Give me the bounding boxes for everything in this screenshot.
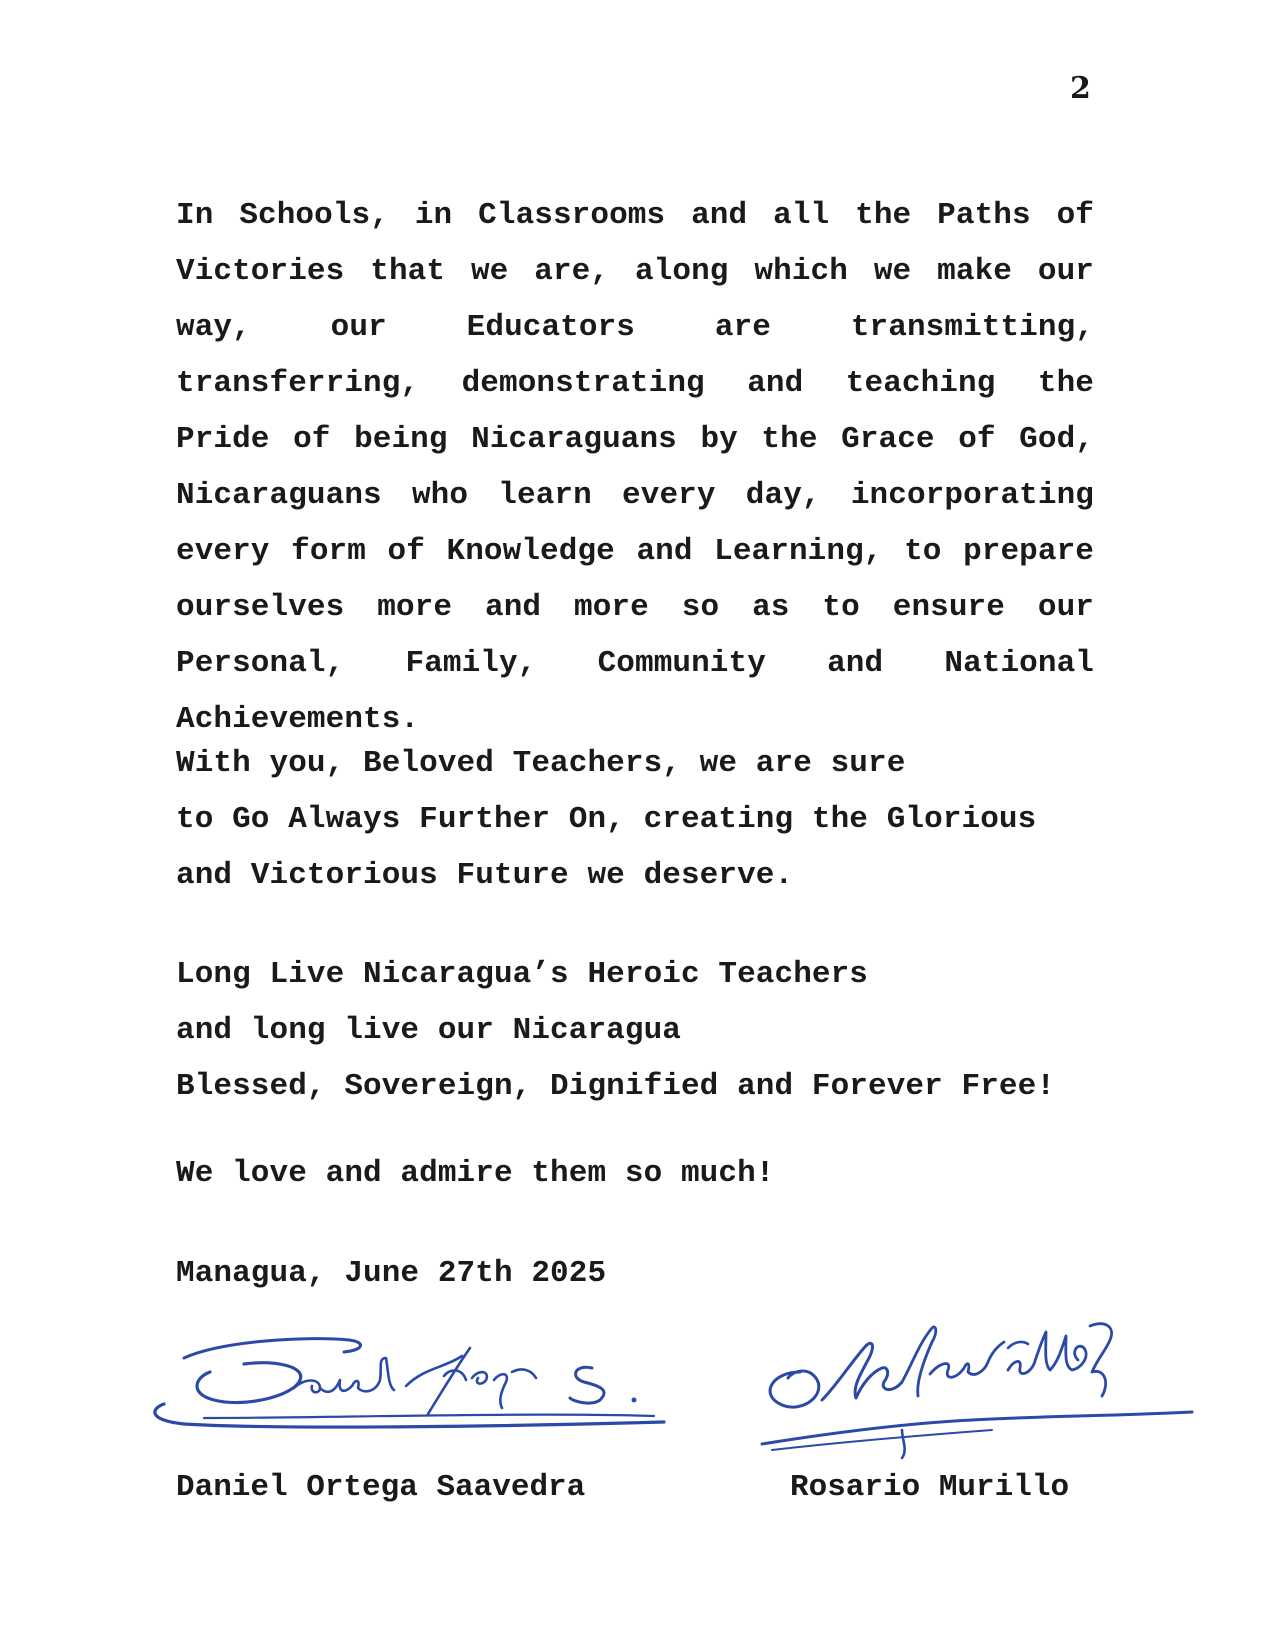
paragraph-line: and Victorious Future we deserve. [176,858,794,893]
paragraph-line: Long Live Nicaragua’s Heroic Teachers [176,957,869,992]
signer-name-right: Rosario Murillo [790,1470,1070,1505]
paragraph-schools: In Schools, in Classrooms and all the Paths of Victories that we are, along which we make our way, our Educators are transmitting, transferring, demonstrating and teaching the Pride of being Nicaraguans by the Grace of God, Nicaraguans who learn every day, incorporating every form of Knowledge and Learning, to prepare ourselves more and more so as to ensure our Personal, Family, Community and National Achievements. [176,198,1094,737]
signature-daniel-ortega [144,1328,690,1438]
signer-name-left: Daniel Ortega Saavedra [176,1470,586,1505]
place-and-date [176,1246,1094,1302]
signature-rosario-murillo [752,1312,1202,1472]
paragraph-love [176,1146,1094,1202]
paragraph-line: to Go Always Further On, creating the Glorious [176,802,1037,837]
paragraph-line: With you, Beloved Teachers, we are sure [176,746,906,781]
page-number: 2 [1070,71,1091,106]
paragraph-line: Blessed, Sovereign, Dignified and Forever Free! [176,1069,1056,1104]
paragraph-line: We love and admire them so much! [176,1156,775,1191]
paragraph-line: and long live our Nicaragua [176,1013,681,1048]
paragraph-line: Managua, June 27th 2025 [176,1256,607,1291]
paragraph-teachers [176,736,1094,904]
paragraph-long-live [176,947,1094,1115]
